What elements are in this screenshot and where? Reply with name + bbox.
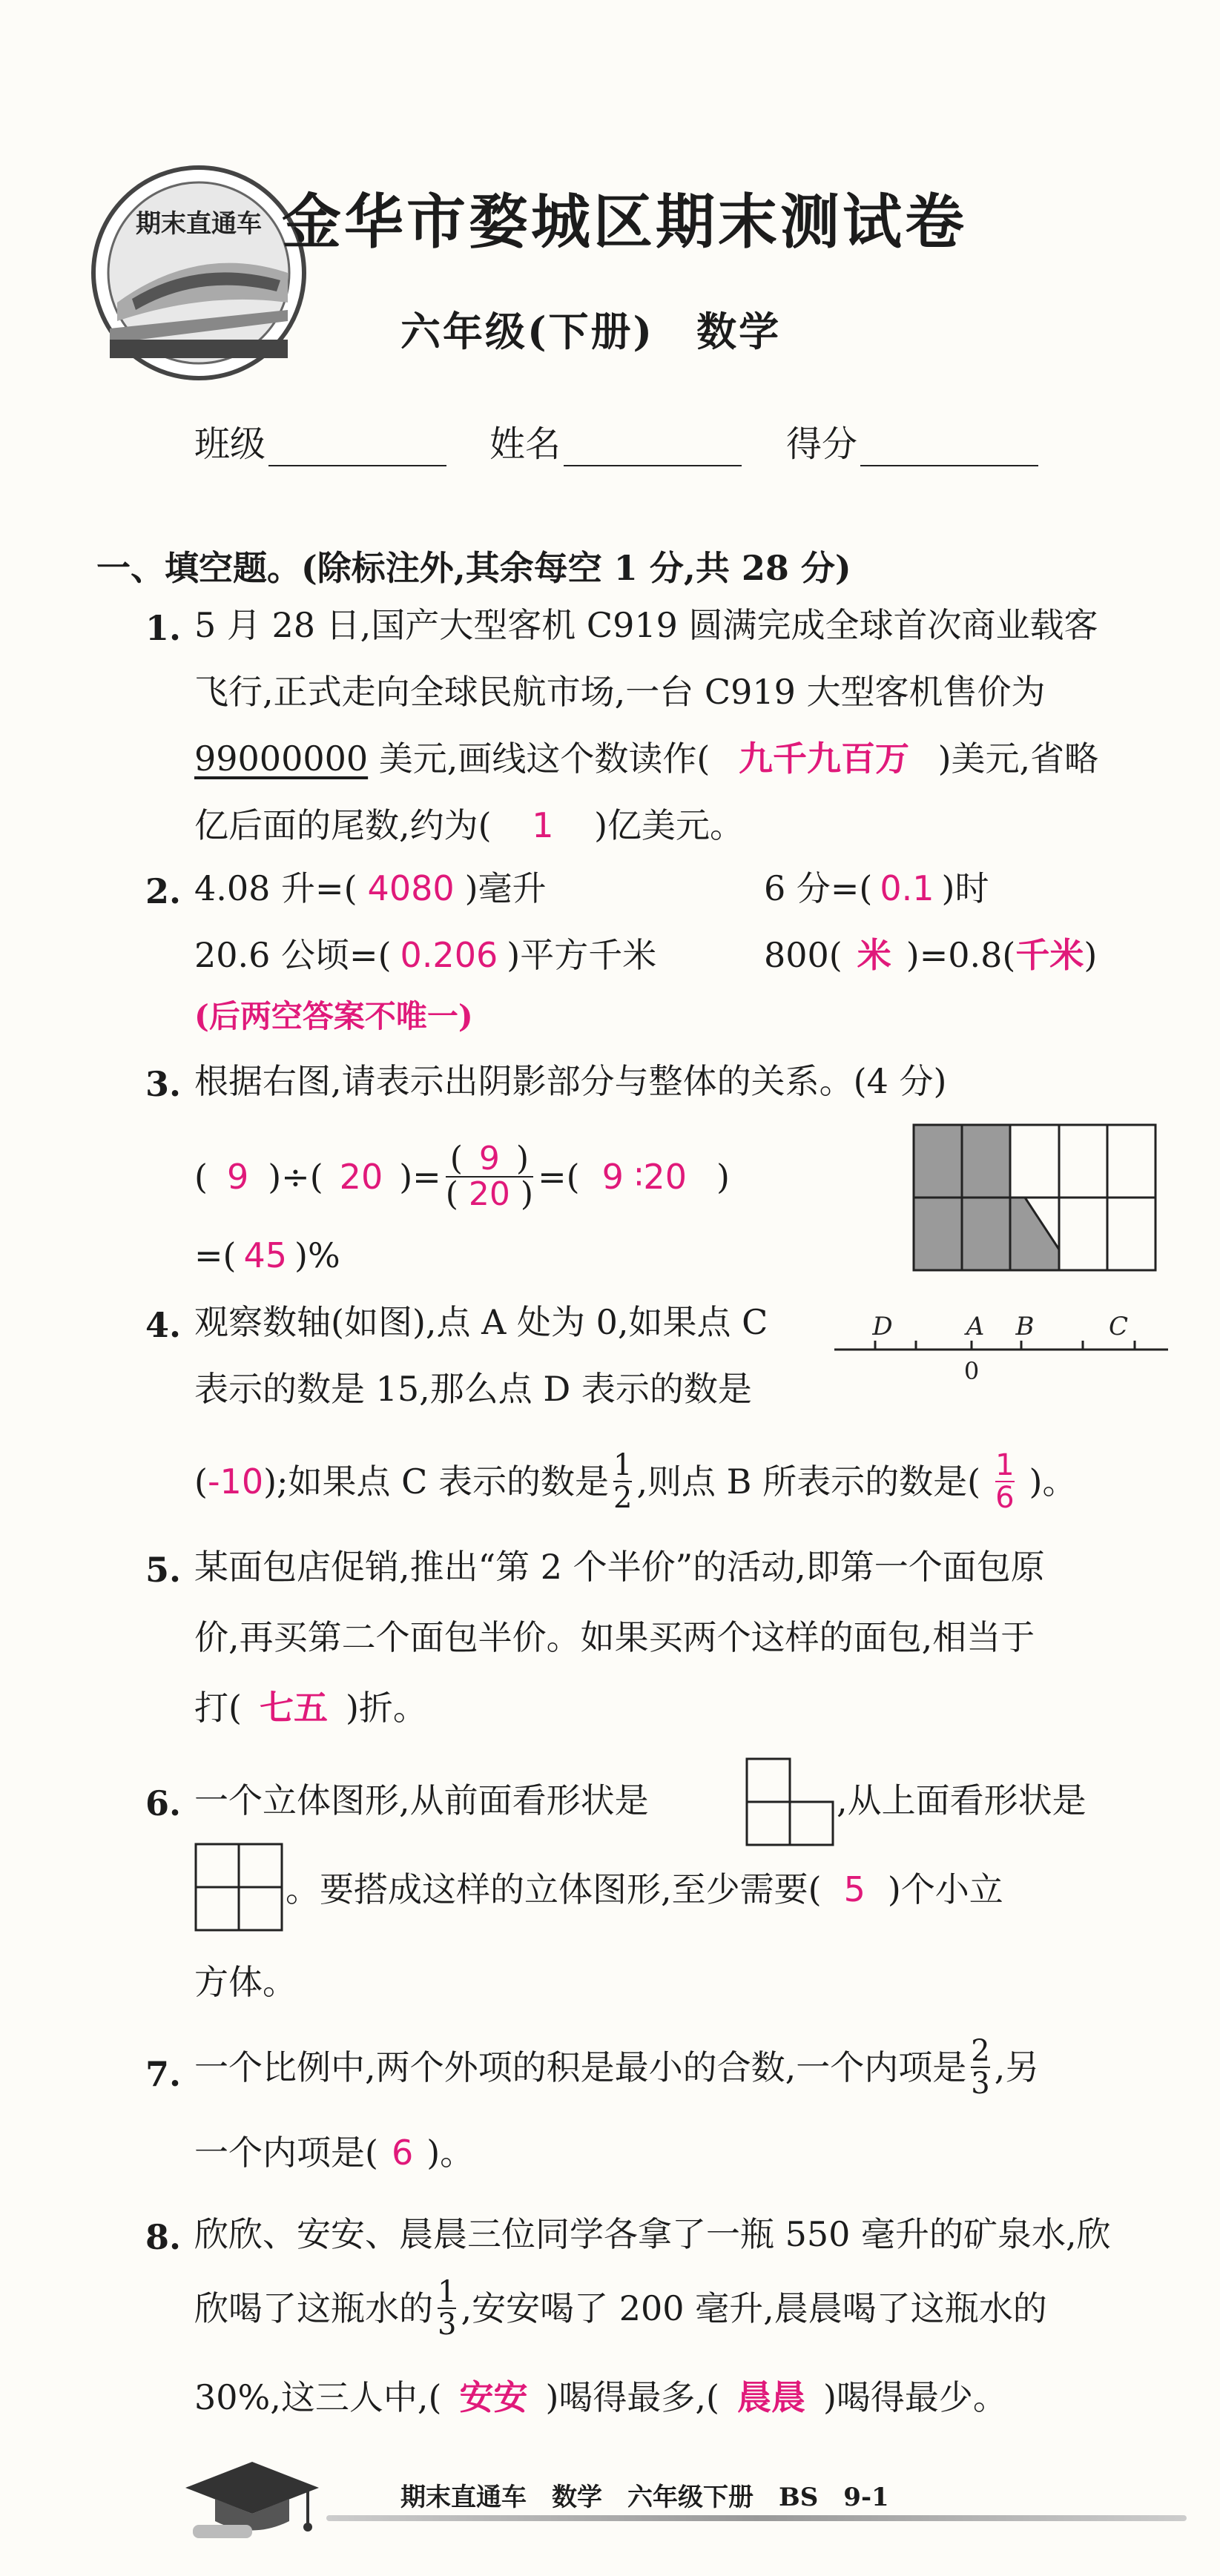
q8-line2: 欣喝了这瓶水的 $\frac{1}{3}$ ,安安喝了 200 毫升,晨晨喝了这瓶水的 — [194, 2275, 1047, 2342]
q2-part4: 800( 米 )=0.8(千米) — [764, 935, 1098, 975]
q1-answer1: 九千九百万 — [738, 739, 909, 779]
q1-line3: 99000000 美元,画线这个数读作( 九千九百万 )美元,省略 — [194, 739, 1099, 779]
name-blank[interactable] — [564, 428, 742, 466]
q3-line3: =( 45 )% — [194, 1235, 340, 1275]
q5-number: 5. — [145, 1550, 182, 1590]
q6-number: 6. — [145, 1783, 182, 1823]
page-title: 金华市婺城区期末测试卷 — [282, 187, 967, 257]
q5-line1: 某面包店促销,推出“第 2 个半价”的活动,即第一个面包原 — [194, 1547, 1045, 1587]
q1-underlined-number: 99000000 — [194, 739, 369, 779]
axis-label-d: D — [872, 1312, 893, 1341]
page-footer: 期末直通车 数学 六年级下册 BS 9-1 — [400, 2483, 889, 2512]
q7-line1: 一个比例中,两个外项的积是最小的合数,一个内项是 $\frac{2}{3}$ ,另 — [194, 2034, 1040, 2101]
axis-label-c: C — [1108, 1312, 1129, 1341]
q3-fraction: $\frac{( 9 )}{( 20 )}$ — [445, 1140, 534, 1214]
front-view-figure — [745, 1757, 834, 1846]
top-view-figure — [194, 1843, 283, 1932]
q8-line1: 欣欣、安安、晨晨三位同学各拿了一瓶 550 毫升的矿泉水,欣 — [194, 2214, 1111, 2254]
q7-line2: 一个内项是( 6 )。 — [194, 2133, 475, 2173]
q7-number: 7. — [145, 2054, 182, 2094]
name-field: 姓名 — [489, 415, 742, 466]
section-heading: 一、填空题。(除标注外,其余每空 1 分,共 28 分) — [96, 548, 851, 588]
q6-line1a: 一个立体图形,从前面看形状是 — [194, 1780, 649, 1820]
q8-line3: 30%,这三人中,( 安安 )喝得最多,( 晨晨 )喝得最少。 — [194, 2377, 1007, 2417]
q5-line2: 价,再买第二个面包半价。如果买两个这样的面包,相当于 — [194, 1617, 1035, 1657]
q2-number: 2. — [145, 871, 182, 911]
q1-number: 1. — [145, 608, 182, 648]
q2-part1: 4.08 升=( 4080 )毫升 — [194, 868, 547, 908]
q3-grid-figure — [912, 1123, 1157, 1272]
q8-number: 8. — [145, 2217, 182, 2257]
score-blank[interactable] — [860, 428, 1038, 466]
number-line — [831, 1305, 1172, 1394]
score-field: 得分 — [786, 415, 1038, 466]
page-subtitle: 六年级(下册) 数学 — [400, 308, 782, 355]
q2-part2: 6 分=( 0.1 )时 — [764, 868, 989, 908]
q5-line3: 打( 七五 )折。 — [194, 1688, 427, 1728]
q6-line1b: ,从上面看形状是 — [837, 1780, 1087, 1820]
q1-line4: 亿后面的尾数,约为( 1 )亿美元。 — [194, 805, 745, 845]
logo — [88, 162, 310, 384]
axis-label-a: A — [966, 1312, 985, 1341]
q1-line1: 5 月 28 日,国产大型客机 C919 圆满完成全球首次商业载客 — [194, 605, 1098, 645]
q4-number: 4. — [145, 1305, 182, 1345]
q6-line3: 方体。 — [194, 1962, 297, 2002]
q4-line3: ( -10 );如果点 C 表示的数是 $\frac{1}{2}$ ,则点 B 所表示的数是( $\frac{1}{6}$ )。 — [194, 1448, 1077, 1515]
q3-line2: ( 9 )÷( 20 )= $\frac{( 9 )}{( 20 )}$ =( 9 ∶20 ) — [194, 1140, 730, 1214]
q4-line1: 观察数轴(如图),点 A 处为 0,如果点 C — [194, 1302, 768, 1342]
q2-part3: 20.6 公顷=( 0.206 )平方千米 — [194, 935, 657, 975]
class-blank[interactable] — [268, 428, 446, 466]
q1-answer2: 1 — [532, 805, 554, 845]
q3-line1: 根据右图,请表示出阴影部分与整体的关系。(4 分) — [194, 1061, 947, 1101]
logo-text: 期末直通车 — [136, 209, 262, 239]
footer-rule — [326, 2515, 1187, 2521]
graduation-cap-icon — [178, 2447, 326, 2543]
q3-number: 3. — [145, 1064, 182, 1104]
axis-zero-label: 0 — [963, 1357, 980, 1385]
q6-line2: 。要搭成这样的立体图形,至少需要( 5 )个小立 — [286, 1869, 1003, 1909]
q2-note: (后两空答案不唯一) — [194, 998, 473, 1034]
q1-line2: 飞行,正式走向全球民航市场,一台 C919 大型客机售价为 — [194, 672, 1046, 712]
class-field: 班级 — [194, 415, 446, 466]
axis-label-b: B — [1015, 1312, 1035, 1341]
q4-line2: 表示的数是 15,那么点 D 表示的数是 — [194, 1369, 752, 1409]
